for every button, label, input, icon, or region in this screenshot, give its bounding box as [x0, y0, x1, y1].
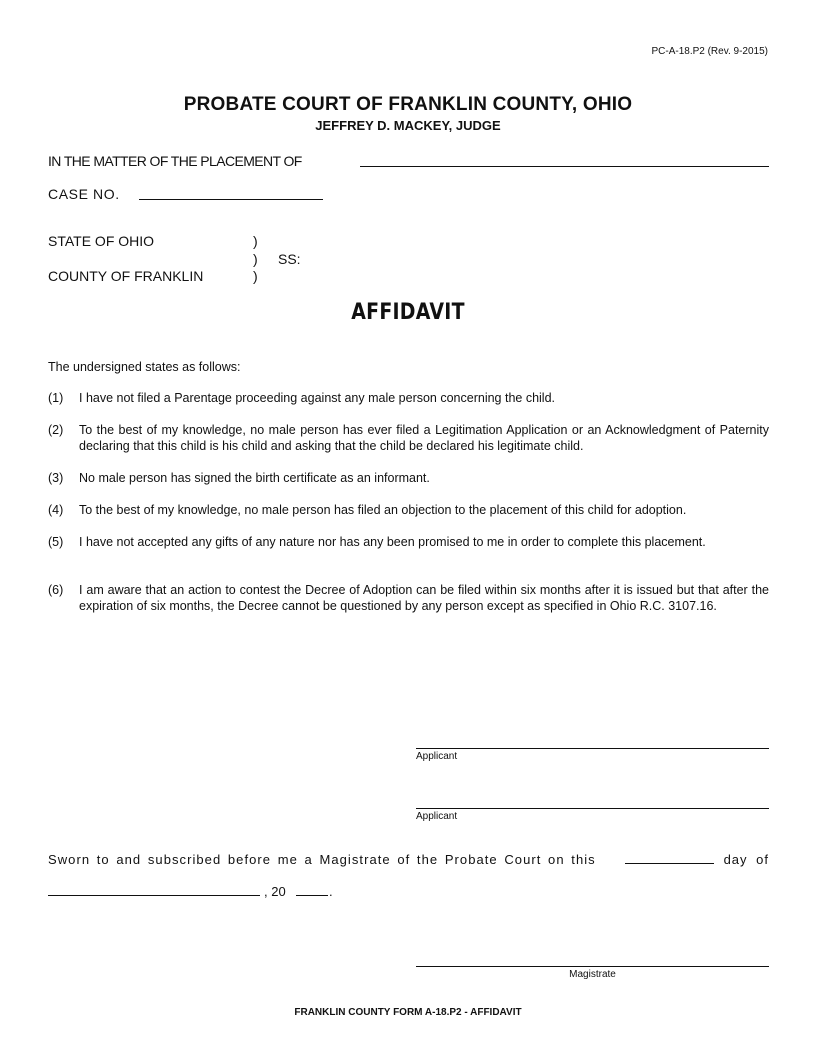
- affidavit-item-1: [48, 390, 769, 406]
- venue-paren-2: ): [253, 251, 258, 267]
- venue-paren-3: ): [253, 268, 258, 284]
- matter-label: IN THE MATTER OF THE PLACEMENT OF: [48, 153, 302, 169]
- item-text: To the best of my knowledge, no male person has ever filed a Legitimation Application or an Acknowledgment of Paternity declaring that this child is his child and asking that the child be declared his legitimate child.: [79, 423, 769, 453]
- form-footer: FRANKLIN COUNTY FORM A-18.P2 - AFFIDAVIT: [294, 1007, 522, 1018]
- applicant-label-1: Applicant: [416, 751, 458, 762]
- day-field[interactable]: [625, 863, 714, 864]
- item-text: To the best of my knowledge, no male person has filed an objection to the placement of this child for adoption.: [79, 503, 687, 517]
- affidavit-item-2: [48, 422, 769, 454]
- venue-county: COUNTY OF FRANKLIN: [48, 268, 204, 284]
- applicant-signature-line-1[interactable]: [416, 748, 769, 749]
- item-number: (1): [48, 391, 64, 405]
- item-number: (2): [48, 423, 64, 437]
- affidavit-item-3: [48, 470, 769, 486]
- item-text: I have not filed a Parentage proceeding against any male person concerning the child.: [79, 391, 556, 405]
- item-text: I am aware that an action to contest the Decree of Adoption can be filed within six months after it is issued but that after the expiration of six months, the Decree cannot be questioned by any person except as specified in Ohio R.C. 3107.16.: [79, 583, 769, 613]
- venue-state: STATE OF OHIO: [48, 233, 155, 249]
- magistrate-signature-line[interactable]: [416, 966, 769, 967]
- venue-paren-1: ): [253, 233, 258, 249]
- venue-ss: SS:: [278, 251, 301, 267]
- applicant-signature-line-2[interactable]: [416, 808, 769, 809]
- sworn-period: .: [329, 884, 333, 899]
- matter-name-field[interactable]: [360, 166, 769, 167]
- item-number: (4): [48, 503, 64, 517]
- item-number: (6): [48, 583, 64, 597]
- affidavit-item-6: [48, 582, 769, 614]
- intro-text: The undersigned states as follows:: [48, 360, 241, 374]
- item-number: (3): [48, 471, 64, 485]
- sworn-text: Sworn to and subscribed before me a Magistrate of the Probate Court on this: [48, 852, 596, 867]
- day-of-text: day of: [723, 852, 769, 867]
- judge-name: JEFFREY D. MACKEY, JUDGE: [315, 118, 501, 133]
- item-text: I have not accepted any gifts of any nature nor has any been promised to me in order to complete this placement.: [79, 535, 706, 549]
- case-no-field[interactable]: [139, 199, 323, 200]
- case-no-label: CASE NO.: [48, 186, 120, 202]
- item-text: No male person has signed the birth certificate as an informant.: [79, 471, 430, 485]
- sworn-statement: [48, 852, 769, 872]
- form-number: PC-A-18.P2 (Rev. 9-2015): [651, 46, 768, 57]
- magistrate-label: Magistrate: [569, 969, 616, 980]
- affidavit-title: AFFIDAVIT: [351, 300, 465, 325]
- affidavit-item-4: [48, 502, 769, 518]
- year-prefix: , 20: [264, 884, 286, 899]
- affidavit-item-5: [48, 534, 769, 550]
- month-field[interactable]: [48, 895, 260, 896]
- year-field[interactable]: [296, 895, 328, 896]
- court-title: PROBATE COURT OF FRANKLIN COUNTY, OHIO: [183, 94, 633, 115]
- applicant-label-2: Applicant: [416, 811, 458, 822]
- item-number: (5): [48, 535, 64, 549]
